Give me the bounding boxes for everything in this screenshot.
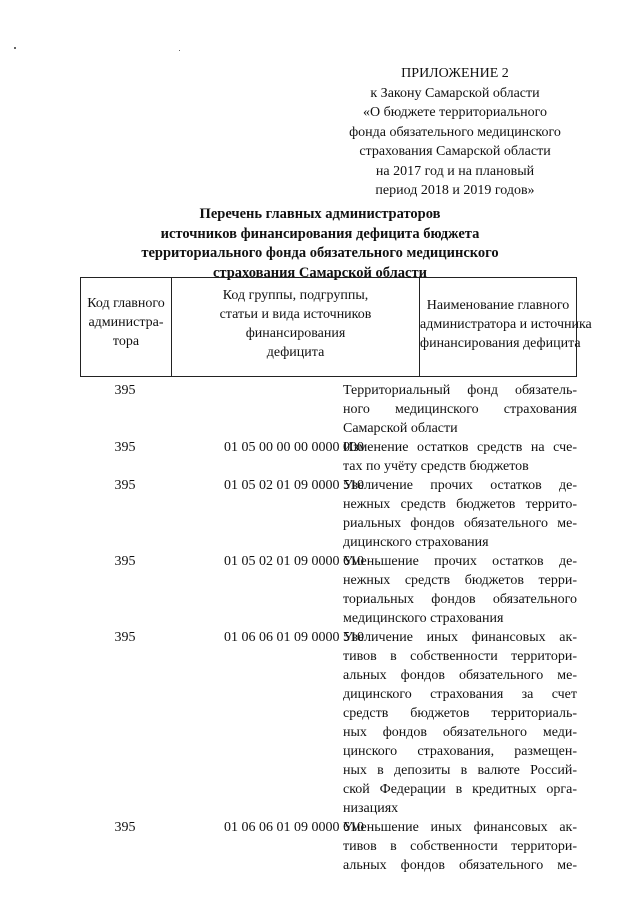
admin-code-cell: 395 [114, 820, 136, 835]
name-line: медицинского страхования [343, 611, 504, 626]
name-line: низациях [343, 801, 399, 816]
name-line: ных в депозиты в валюте Россий- [343, 763, 577, 778]
name-line: дицинского страхования за счет [343, 687, 577, 702]
name-line: нежных средств бюджетов терри- [343, 573, 577, 588]
header-text: Код главного [87, 296, 165, 311]
name-line: Увеличение прочих остатков де- [343, 478, 577, 493]
table-row [80, 476, 577, 552]
name-line: нежных средств бюджетов террито- [343, 497, 577, 512]
name-line: тах по учёту средств бюджетов [343, 459, 529, 474]
name-line: тивов в собственности территори- [343, 839, 577, 854]
group-code-cell: 01 05 02 01 09 0000 510 [224, 478, 364, 493]
header-text: тора [112, 334, 140, 349]
name-line: альных фондов обязательного ме- [343, 668, 577, 683]
title-line: источников финансирования дефицита бюджета [160, 225, 480, 242]
name-line: ской Федерации в кредитных орга- [343, 782, 577, 797]
name-cell [343, 628, 577, 818]
group-code-cell: 01 05 00 00 00 0000 000 [224, 440, 364, 455]
name-line: альных фондов обязательного ме- [343, 858, 577, 873]
title-line: Перечень главных администраторов [199, 206, 441, 222]
name-line: тивов в собственности территори- [343, 649, 577, 664]
admin-code-cell: 395 [114, 440, 136, 455]
header-admin-code [81, 278, 171, 376]
name-line: Уменьшение иных финансовых ак- [343, 820, 577, 835]
scan-speck [179, 50, 180, 51]
name-line: риальных фондов обязательного ме- [343, 516, 577, 531]
name-line: средств бюджетов территориаль- [343, 706, 577, 721]
title-line: территориального фонда обязательного медицинского [141, 245, 499, 261]
table-header [80, 277, 592, 377]
name-line: Уменьшение прочих остатков де- [343, 554, 577, 569]
header-group-code [171, 278, 419, 376]
table-row [80, 381, 577, 438]
table-row [80, 438, 577, 476]
name-line: ных фондов обязательного меди- [343, 725, 577, 740]
table-row [80, 818, 577, 875]
name-line: Самарской области [343, 421, 458, 436]
group-code-cell: 01 06 06 01 09 0000 610 [224, 820, 364, 835]
name-cell [343, 381, 577, 438]
scan-speck [14, 47, 16, 49]
header-text: финансирования дефицита [420, 336, 581, 351]
admin-code-cell: 395 [114, 630, 136, 645]
group-code-cell: 01 05 02 01 09 0000 610 [224, 554, 364, 569]
title-line: страхования Самарской области [213, 264, 427, 281]
header-text: статьи и вида источников [219, 307, 372, 322]
appendix-line: страхования Самарской области [359, 144, 551, 159]
header-name [419, 278, 592, 376]
table-row [80, 552, 577, 628]
name-line: цинского страхования, размещен- [343, 744, 577, 759]
admin-code-cell: 395 [114, 554, 136, 569]
admin-code-cell: 395 [114, 478, 136, 493]
name-line: дицинского страхования [343, 535, 489, 550]
appendix-line: ПРИЛОЖЕНИЕ 2 [401, 66, 509, 81]
header-text: администра- [88, 315, 164, 330]
appendix-line: фонда обязательного медицинского [349, 124, 561, 140]
appendix-line: к Закону Самарской области [370, 85, 540, 101]
appendix-header [325, 64, 585, 201]
name-line: ториальных фондов обязательного [343, 592, 577, 607]
appendix-line: период 2018 и 2019 годов» [375, 183, 535, 198]
admin-code-cell: 395 [114, 383, 136, 398]
header-text: Наименование главного [426, 298, 570, 313]
group-code-cell: 01 06 06 01 09 0000 510 [224, 630, 364, 645]
table-row [80, 628, 577, 818]
table-body [80, 381, 577, 875]
header-text: Код группы, подгруппы, [222, 288, 369, 303]
name-line: Увеличение иных финансовых ак- [343, 630, 577, 645]
name-line: Территориальный фонд обязатель- [343, 383, 577, 398]
name-line: Изменение остатков средств на сче- [343, 440, 577, 455]
name-line: ного медицинского страхования [343, 402, 577, 417]
header-text: финансирования [245, 326, 346, 341]
header-text: дефицита [266, 345, 325, 360]
appendix-line: «О бюджете территориального [363, 105, 547, 120]
document-title [110, 205, 530, 283]
appendix-line: на 2017 год и на плановый [375, 163, 535, 179]
header-text: администратора и источника [420, 317, 592, 332]
